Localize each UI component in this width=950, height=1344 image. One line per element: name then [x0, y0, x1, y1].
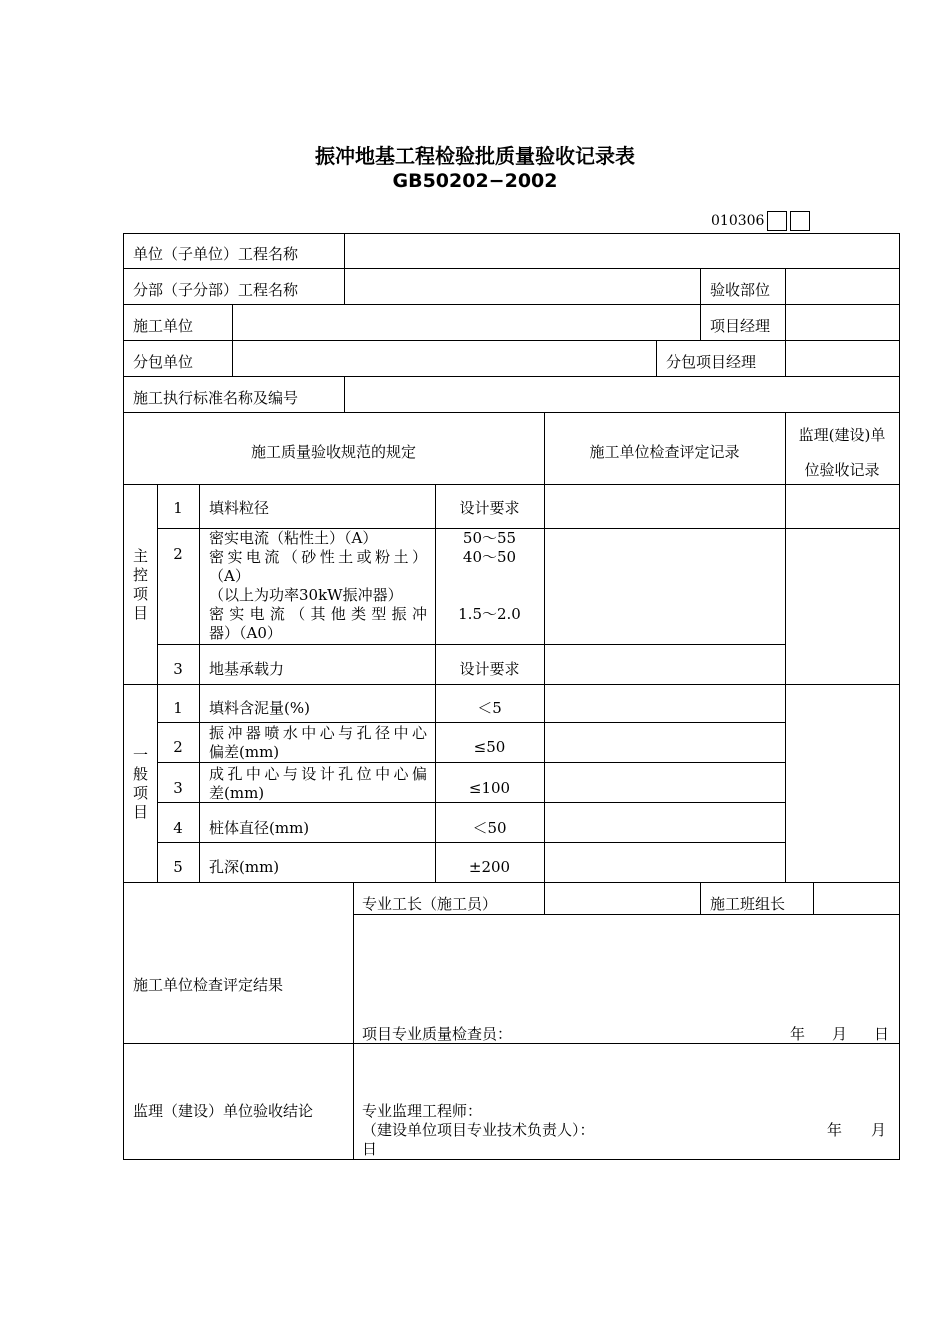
item-number: 5 [173, 858, 183, 876]
supervision-column-header-line1: 监理(建设)单 [798, 426, 886, 444]
item-name: 填料含泥量(%) [209, 699, 310, 717]
date-day: 日 [362, 1140, 378, 1158]
subcontract-manager-label: 分包项目经理 [666, 353, 757, 371]
acceptance-part-label: 验收部位 [710, 281, 771, 299]
unit-project-name-label: 单位（子单位）工程名称 [133, 245, 299, 263]
item-name: 桩体直径(mm) [209, 819, 310, 837]
foreman-label: 专业工长（施工员） [362, 895, 498, 913]
construction-unit-label: 施工单位 [133, 317, 194, 335]
general-items-label: 一般项目 [132, 746, 148, 821]
item-number: 3 [173, 779, 183, 797]
item-number: 2 [173, 545, 183, 563]
item-requirement: 1.5～2.0 [458, 605, 521, 623]
supervising-engineer-label: 专业监理工程师： [362, 1102, 483, 1120]
quality-inspector-label: 项目专业质量检查员： [362, 1025, 513, 1043]
item-name-line: 密实电流（砂性土或粉土） [209, 548, 427, 566]
item-number: 2 [173, 738, 183, 756]
standard-name-label: 施工执行标准名称及编号 [133, 389, 299, 407]
form-code: 010306 [711, 213, 765, 229]
date-month: 月 [871, 1121, 887, 1139]
main-items-label: 主控项目 [132, 547, 148, 622]
item-number: 1 [173, 699, 183, 717]
form-title: 振冲地基工程检验批质量验收记录表 [315, 144, 635, 168]
item-requirement: ＜50 [472, 819, 507, 837]
date-year: 年 [790, 1025, 806, 1043]
form-code-box[interactable] [790, 211, 810, 231]
item-name: 填料粒径 [209, 499, 270, 517]
standard-code: GB50202−2002 [392, 170, 558, 192]
subcontract-unit-label: 分包单位 [133, 353, 194, 371]
supervision-column-header-line2: 位验收记录 [804, 461, 880, 479]
item-number: 3 [173, 660, 183, 678]
item-name-line: 偏差(mm) [209, 743, 280, 761]
item-name-line: （以上为功率30kW振冲器） [209, 586, 403, 604]
date-month: 月 [832, 1025, 848, 1043]
item-name-line: 密实电流（其他类型振冲 [209, 605, 427, 623]
spec-column-header: 施工质量验收规范的规定 [250, 443, 416, 461]
item-name-line: 器）（A0） [209, 624, 282, 642]
item-name-line: 差(mm) [209, 784, 265, 802]
item-requirement: 设计要求 [459, 660, 520, 678]
item-requirement: ＜5 [477, 699, 502, 717]
date-year: 年 [827, 1121, 843, 1139]
item-requirement: ≤50 [473, 738, 506, 756]
owner-representative-label: （建设单位项目专业技术负责人）： [362, 1121, 595, 1139]
item-number: 1 [173, 499, 183, 517]
form-code-area [711, 211, 810, 231]
item-requirement: 50～55 [462, 529, 517, 547]
project-manager-label: 项目经理 [710, 317, 771, 335]
form-code-box[interactable] [767, 211, 787, 231]
item-name-line: 振冲器喷水中心与孔径中心 [209, 724, 427, 742]
item-name: 地基承载力 [209, 660, 285, 678]
item-number: 4 [173, 819, 183, 837]
item-requirement: ≤100 [468, 779, 511, 797]
item-name-line: 密实电流（粘性土）（A） [209, 529, 378, 547]
item-requirement: 设计要求 [459, 499, 520, 517]
item-requirement: 40～50 [462, 548, 517, 566]
item-requirement: ±200 [468, 858, 511, 876]
supervision-conclusion-label: 监理（建设）单位验收结论 [133, 1102, 314, 1120]
item-name-line: 成孔中心与设计孔位中心偏 [209, 765, 427, 783]
construction-check-column-header: 施工单位检查评定记录 [589, 443, 740, 461]
item-name: 孔深(mm) [209, 858, 280, 876]
sub-project-name-label: 分部（子分部）工程名称 [133, 281, 299, 299]
construction-result-label: 施工单位检查评定结果 [133, 976, 284, 994]
item-name-line: （A） [209, 567, 250, 585]
team-leader-label: 施工班组长 [710, 895, 786, 913]
date-day: 日 [874, 1025, 890, 1043]
